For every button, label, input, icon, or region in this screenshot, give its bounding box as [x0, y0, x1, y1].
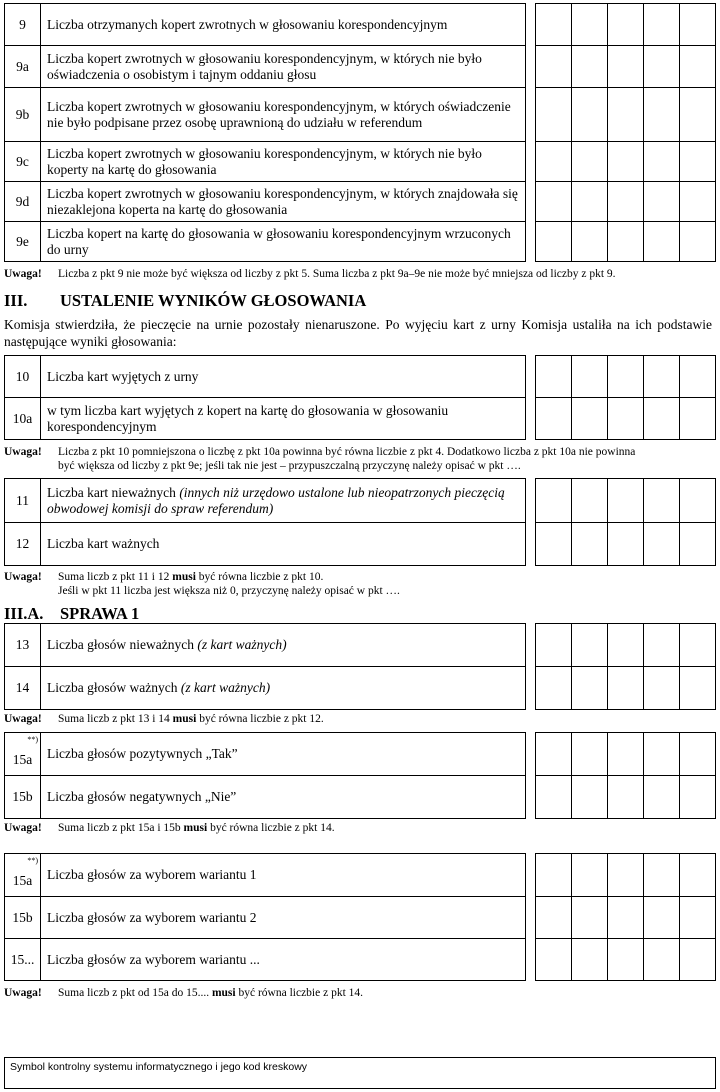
section-heading	[4, 604, 139, 624]
table-row	[5, 46, 716, 88]
footnote-mark: **)	[27, 735, 38, 744]
digit-box[interactable]	[680, 398, 716, 440]
note-votes	[4, 712, 716, 726]
row-number: 15b	[5, 897, 41, 939]
digit-box[interactable]	[572, 776, 608, 819]
digit-box[interactable]	[644, 398, 680, 440]
digit-box[interactable]	[644, 854, 680, 897]
note-text: być równa liczbie z pkt 14.	[235, 987, 364, 999]
digit-box[interactable]	[572, 398, 608, 440]
row-label: Liczba głosów za wyborem wariantu 1	[41, 854, 526, 897]
digit-box[interactable]	[608, 776, 644, 819]
note-label: Uwaga!	[4, 822, 42, 834]
digit-box[interactable]	[572, 182, 608, 222]
row-label: w tym liczba kart wyjętych z kopert na kartę do głosowania w głosowaniu korespondencyjnym	[41, 398, 526, 440]
digit-box[interactable]	[608, 88, 644, 142]
digit-box[interactable]	[644, 479, 680, 523]
table-yes-no	[4, 732, 716, 819]
row-label-text: Liczba kart nieważnych	[47, 484, 176, 500]
note-text: Suma liczb z pkt od 15a do 15....	[58, 987, 212, 999]
row-label-text: Liczba głosów ważnych	[47, 680, 178, 695]
digit-box[interactable]	[608, 939, 644, 981]
digit-box[interactable]	[536, 398, 572, 440]
digit-box[interactable]	[608, 733, 644, 776]
digit-box[interactable]	[680, 46, 716, 88]
table-votes	[4, 623, 716, 710]
row-label	[41, 624, 526, 667]
digit-box[interactable]	[680, 897, 716, 939]
digit-box[interactable]	[572, 523, 608, 566]
digit-box[interactable]	[608, 523, 644, 566]
table-row	[5, 479, 716, 523]
table-row	[5, 733, 716, 776]
digit-box[interactable]	[680, 776, 716, 819]
row-number: 12	[5, 523, 41, 566]
row-label: Liczba kopert na kartę do głosowania w głosowaniu korespondencyjnym wrzuconych do urny	[41, 222, 526, 262]
note-label: Uwaga!	[4, 987, 42, 999]
digit-box[interactable]	[680, 4, 716, 46]
row-label: Liczba kart wyjętych z urny	[41, 356, 526, 398]
section-title: USTALENIE WYNIKÓW GŁOSOWANIA	[60, 291, 367, 310]
digit-box[interactable]	[536, 776, 572, 819]
digit-box[interactable]	[572, 897, 608, 939]
table-row	[5, 88, 716, 142]
table-row	[5, 624, 716, 667]
digit-box[interactable]	[572, 624, 608, 667]
row-number: 9	[5, 4, 41, 46]
digit-box[interactable]	[680, 667, 716, 710]
note-text: Suma liczb z pkt 13 i 14	[58, 713, 173, 725]
note-text: być równa liczbie z pkt 14.	[207, 822, 335, 834]
digit-box[interactable]	[644, 88, 680, 142]
note-text: Suma liczb z pkt 11 i 12	[58, 571, 173, 583]
row-label	[41, 667, 526, 710]
table-cards	[4, 355, 716, 440]
row-number: 9b	[5, 88, 41, 142]
note-label: Uwaga!	[4, 268, 42, 280]
row-label-italic: (innych niż urzędowo ustalone lub nieopatrzonych pieczęcią obwodowej komisji do spraw referendum)	[47, 484, 505, 516]
row-number: 10	[5, 356, 41, 398]
row-number: 9c	[5, 142, 41, 182]
digit-box[interactable]	[680, 733, 716, 776]
digit-box[interactable]	[572, 222, 608, 262]
section-number: III.A.	[4, 604, 44, 623]
row-label: Liczba otrzymanych kopert zwrotnych w głosowaniu korespondencyjnym	[41, 4, 526, 46]
digit-box[interactable]	[536, 46, 572, 88]
digit-box[interactable]	[608, 897, 644, 939]
digit-box[interactable]	[608, 624, 644, 667]
digit-box[interactable]	[644, 142, 680, 182]
note-emphasis: musi	[211, 987, 236, 999]
note-variants	[4, 986, 716, 1000]
section-title: SPRAWA 1	[60, 604, 140, 623]
table-row	[5, 897, 716, 939]
note-emphasis: musi	[172, 571, 196, 583]
digit-box[interactable]	[572, 939, 608, 981]
digit-box[interactable]	[536, 939, 572, 981]
section-number: III.	[4, 291, 28, 310]
digit-box[interactable]	[608, 182, 644, 222]
table-row	[5, 222, 716, 262]
note-text: być większa od liczby z pkt 9e; jeśli tak nie jest – przypuszczalną przyczynę należy opisać w pkt ….	[58, 460, 521, 472]
row-label: Liczba głosów pozytywnych „Tak”	[41, 733, 526, 776]
row-number: 14	[5, 667, 41, 710]
row-number	[5, 733, 41, 776]
note-cards	[4, 445, 716, 473]
row-number-text: 15a	[12, 752, 33, 767]
digit-box[interactable]	[680, 142, 716, 182]
row-label: Liczba głosów negatywnych „Nie”	[41, 776, 526, 819]
note-label: Uwaga!	[4, 713, 42, 725]
row-number: 10a	[5, 398, 41, 440]
table-row	[5, 776, 716, 819]
table-row	[5, 182, 716, 222]
digit-box[interactable]	[536, 182, 572, 222]
digit-box[interactable]	[536, 88, 572, 142]
digit-box[interactable]	[536, 523, 572, 566]
digit-box[interactable]	[680, 479, 716, 523]
digit-box[interactable]	[536, 479, 572, 523]
row-label: Liczba kopert zwrotnych w głosowaniu korespondencyjnym, w których nie było oświadczenia o osobistym i tajnym oddaniu głosu	[41, 46, 526, 88]
note-text: Liczba z pkt 9 nie może być większa od liczby z pkt 5. Suma liczba z pkt 9a–9e nie może być mniejsza od liczby z pkt 9.	[58, 268, 616, 280]
note-text: Liczba z pkt 10 pomniejszona o liczbę z pkt 10a powinna być równa liczbie z pkt 4. Dodatkowo liczba z pkt 10a nie powinna	[58, 446, 636, 458]
digit-box[interactable]	[644, 776, 680, 819]
digit-box[interactable]	[680, 624, 716, 667]
digit-box[interactable]	[572, 4, 608, 46]
digit-box[interactable]	[644, 897, 680, 939]
table-row	[5, 398, 716, 440]
row-number: 9e	[5, 222, 41, 262]
note-label: Uwaga!	[4, 571, 42, 583]
digit-box[interactable]	[608, 142, 644, 182]
row-number: 11	[5, 479, 41, 523]
row-label: Liczba kopert zwrotnych w głosowaniu korespondencyjnym, w których znajdowała się niezaklejona koperta na kartę do głosowania	[41, 182, 526, 222]
row-label: Liczba głosów za wyborem wariantu ...	[41, 939, 526, 981]
row-number: 9a	[5, 46, 41, 88]
row-number: 15b	[5, 776, 41, 819]
digit-box[interactable]	[536, 624, 572, 667]
digit-box[interactable]	[608, 667, 644, 710]
digit-box[interactable]	[572, 479, 608, 523]
note-text: być równa liczbie z pkt 10.	[195, 571, 324, 583]
digit-box[interactable]	[608, 356, 644, 398]
note-emphasis: musi	[183, 822, 208, 834]
digit-box[interactable]	[608, 222, 644, 262]
digit-box[interactable]	[608, 854, 644, 897]
row-label: Liczba kart ważnych	[41, 523, 526, 566]
row-number-text: 15a	[12, 873, 33, 888]
table-valid-cards	[4, 478, 716, 566]
row-label-italic: (z kart ważnych)	[197, 637, 287, 652]
note-label: Uwaga!	[4, 446, 42, 458]
digit-box[interactable]	[644, 667, 680, 710]
digit-box[interactable]	[644, 182, 680, 222]
table-row	[5, 854, 716, 897]
row-label: Liczba kopert zwrotnych w głosowaniu korespondencyjnym, w których nie było koperty na kartę do głosowania	[41, 142, 526, 182]
digit-box[interactable]	[572, 46, 608, 88]
note-valid-cards	[4, 570, 716, 598]
row-number	[5, 854, 41, 897]
row-label-text: Liczba głosów nieważnych	[47, 637, 194, 652]
digit-box[interactable]	[536, 222, 572, 262]
note-top	[4, 267, 716, 281]
row-number: 9d	[5, 182, 41, 222]
digit-box[interactable]	[644, 939, 680, 981]
digit-box[interactable]	[644, 624, 680, 667]
note-text: być równa liczbie z pkt 12.	[196, 713, 324, 725]
row-number: 13	[5, 624, 41, 667]
digit-box[interactable]	[536, 142, 572, 182]
table-variants	[4, 853, 716, 981]
digit-box[interactable]	[680, 523, 716, 566]
digit-box[interactable]	[572, 88, 608, 142]
table-row	[5, 667, 716, 710]
section-heading	[4, 291, 366, 311]
table-row	[5, 4, 716, 46]
digit-box[interactable]	[608, 479, 644, 523]
table-row	[5, 356, 716, 398]
digit-box[interactable]	[680, 88, 716, 142]
digit-box[interactable]	[536, 356, 572, 398]
row-number: 15...	[5, 939, 41, 981]
digit-box[interactable]	[680, 182, 716, 222]
digit-box[interactable]	[536, 733, 572, 776]
digit-box[interactable]	[536, 667, 572, 710]
barcode-box	[4, 1057, 716, 1089]
digit-box[interactable]	[572, 356, 608, 398]
digit-box[interactable]	[536, 4, 572, 46]
row-label-italic: (z kart ważnych)	[180, 680, 271, 695]
digit-box[interactable]	[644, 4, 680, 46]
digit-box[interactable]	[680, 854, 716, 897]
digit-box[interactable]	[572, 667, 608, 710]
digit-box[interactable]	[608, 398, 644, 440]
row-label: Liczba kopert zwrotnych w głosowaniu korespondencyjnym, w których oświadczenie nie było podpisane przez osobę uprawnioną do udziału w referendum	[41, 88, 526, 142]
digit-box[interactable]	[680, 356, 716, 398]
table-envelopes	[4, 3, 716, 262]
table-row	[5, 523, 716, 566]
digit-box[interactable]	[644, 46, 680, 88]
table-row	[5, 939, 716, 981]
digit-box[interactable]	[644, 356, 680, 398]
digit-box[interactable]	[572, 142, 608, 182]
row-label	[41, 479, 526, 523]
note-text: Suma liczb z pkt 15a i 15b	[58, 822, 184, 834]
digit-box[interactable]	[572, 733, 608, 776]
footnote-mark: **)	[27, 856, 38, 865]
note-yes-no	[4, 821, 716, 835]
digit-box[interactable]	[644, 523, 680, 566]
digit-box[interactable]	[608, 4, 644, 46]
digit-box[interactable]	[536, 897, 572, 939]
row-label: Liczba głosów za wyborem wariantu 2	[41, 897, 526, 939]
note-emphasis: musi	[172, 713, 197, 725]
digit-box[interactable]	[536, 854, 572, 897]
table-row	[5, 142, 716, 182]
digit-box[interactable]	[680, 939, 716, 981]
barcode-label: Symbol kontrolny systemu informatycznego i jego kod kreskowy	[10, 1061, 308, 1073]
note-text: Jeśli w pkt 11 liczba jest większa niż 0, przyczynę należy opisać w pkt ….	[58, 585, 400, 597]
digit-box[interactable]	[608, 46, 644, 88]
digit-box[interactable]	[644, 733, 680, 776]
digit-box[interactable]	[644, 222, 680, 262]
digit-box[interactable]	[572, 854, 608, 897]
section-intro: Komisja stwierdziła, że pieczęcie na urnie pozostały nienaruszone. Po wyjęciu kart z urny Komisja ustaliła na ich podstawie następujące wyniki głosowania:	[4, 317, 712, 349]
digit-box[interactable]	[680, 222, 716, 262]
